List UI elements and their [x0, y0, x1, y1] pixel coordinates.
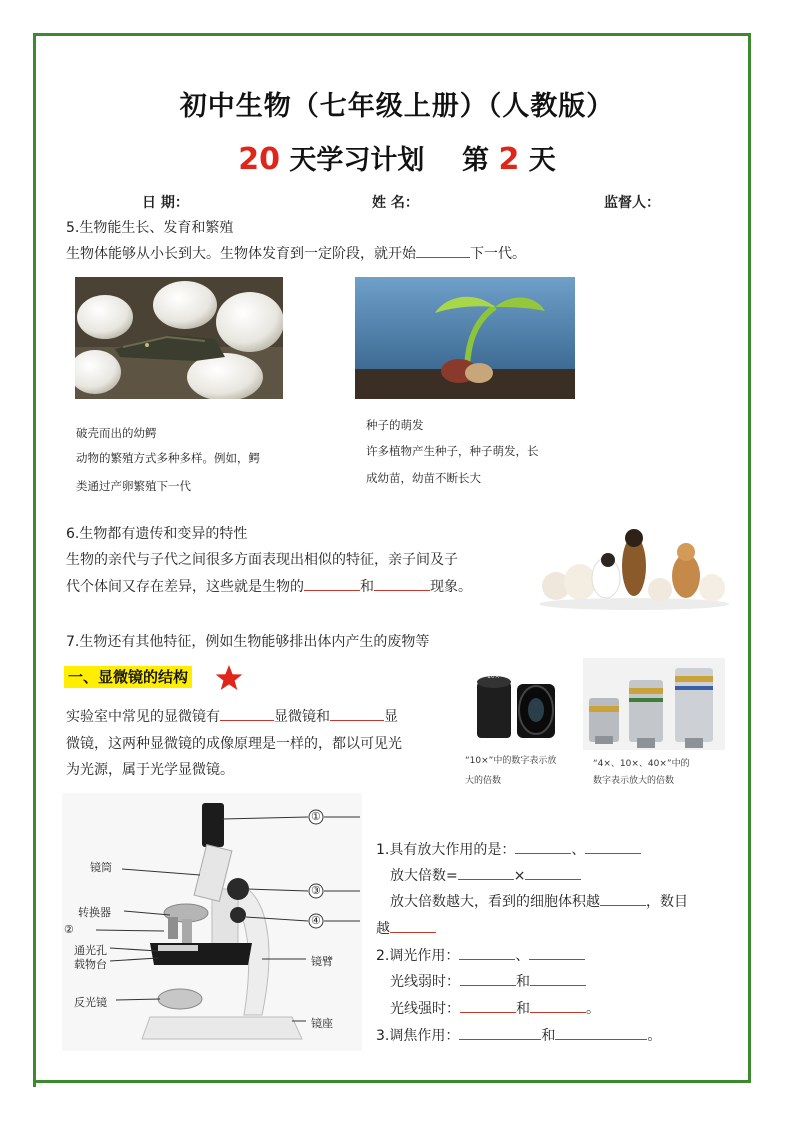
- plan-text: 天学习计划: [289, 145, 425, 176]
- frame-right: [748, 33, 751, 1083]
- blank-strong-b[interactable]: [530, 998, 586, 1013]
- blank-q2-a[interactable]: [459, 945, 515, 960]
- label-converter: 转换器: [78, 907, 111, 919]
- blank-heredity[interactable]: [304, 576, 360, 591]
- label-arm: 镜臂: [311, 956, 333, 968]
- croc-desc-2: 类通过产卵繁殖下一代: [76, 479, 191, 493]
- s6-line-1: 生物的亲代与子代之间很多方面表现出相似的特征，亲子间及子: [66, 552, 458, 568]
- q3-end: 。: [647, 1028, 662, 1044]
- q2-label: 2.调光作用：: [376, 948, 460, 964]
- blank-microscope-2[interactable]: [330, 706, 384, 721]
- blank-weak-a[interactable]: [460, 971, 516, 986]
- q2-and-1: 和: [516, 974, 530, 990]
- label-4: ④: [311, 915, 321, 927]
- objective-caption-2: 数字表示放大的倍数: [593, 776, 675, 786]
- seed-desc-2: 成幼苗，幼苗不断长大: [366, 471, 481, 485]
- page-title: 初中生物（七年级上册）（人教版）: [179, 91, 615, 122]
- part1-text-c: 显: [384, 709, 398, 725]
- q3-and: 和: [541, 1028, 556, 1044]
- eyepiece-caption-1: “10×”中的数字表示放: [465, 756, 557, 766]
- blank-mag-b[interactable]: [525, 865, 581, 880]
- dog-family-photo: [536, 516, 732, 610]
- q2-weak-line: [390, 971, 586, 993]
- s6-heading: 6.生物都有遗传和变异的特性: [66, 526, 248, 542]
- objective-caption-1: “4×、10×、40×”中的: [593, 759, 690, 769]
- part1-title: 一、显微镜的结构: [64, 666, 192, 688]
- q1-more-line-2: [376, 918, 436, 940]
- blank-microscope-1[interactable]: [220, 706, 274, 721]
- supervisor-label: 监督人：: [604, 195, 660, 211]
- blank-q3-b[interactable]: [555, 1025, 647, 1040]
- date-label: 日 期：: [142, 195, 189, 211]
- objective-lenses-photo: [583, 658, 725, 750]
- s6-line-2: [66, 576, 472, 598]
- q3-line: [376, 1025, 661, 1047]
- day-suffix: 天: [528, 145, 556, 176]
- q1-times: ×: [513, 868, 526, 884]
- q2-strong-label: 光线强时：: [390, 1001, 460, 1017]
- day-number: 2: [498, 142, 520, 177]
- day-prefix: 第: [462, 145, 490, 176]
- part1-heading: [64, 666, 192, 687]
- q1-line: [376, 839, 641, 861]
- q2-and-2: 和: [516, 1001, 530, 1017]
- s5-text-b: 下一代。: [470, 246, 526, 262]
- blank-strong-a[interactable]: [460, 998, 516, 1013]
- blank-size[interactable]: [600, 891, 646, 906]
- q2-sep: 、: [515, 948, 530, 964]
- part1-line-3: 为光源，属于光学显微镜。: [66, 762, 234, 778]
- label-mirror: 反光镜: [74, 997, 107, 1009]
- q1-sep: 、: [571, 842, 586, 858]
- blank-mag-a[interactable]: [458, 865, 514, 880]
- eyepiece-label: 10×: [487, 673, 500, 680]
- label-base: 镜座: [311, 1018, 333, 1030]
- eyepiece-caption-2: 大的倍数: [465, 776, 502, 786]
- q1-mag-line: [390, 865, 581, 887]
- eyepiece-photo: [465, 660, 567, 750]
- q2-end: 。: [586, 1001, 600, 1017]
- q1-more-b: ，数目: [646, 894, 688, 910]
- frame-left: [33, 33, 36, 1087]
- blank-q2-b[interactable]: [529, 945, 585, 960]
- blank-number[interactable]: [390, 918, 436, 933]
- s5-line: [66, 243, 526, 265]
- part1-text-b: 显微镜和: [274, 709, 330, 725]
- q1-more-a: 放大倍数越大，看到的细胞体积越: [390, 894, 600, 910]
- croc-caption: 破壳而出的幼鳄: [76, 426, 157, 440]
- part1-line-2: 微镜，这两种显微镜的成像原理是一样的，都以可见光: [66, 736, 402, 752]
- hatching-crocodile-photo: [75, 277, 283, 399]
- label-3: ③: [311, 885, 321, 897]
- s6-text-b: 和: [360, 579, 374, 595]
- s5-heading: 5.生物能生长、发育和繁殖: [66, 220, 234, 236]
- label-tube: 镜筒: [90, 862, 112, 874]
- star-icon: [215, 664, 243, 692]
- q2-line: [376, 945, 585, 967]
- q2-weak-label: 光线弱时：: [390, 974, 460, 990]
- frame-bottom: [33, 1080, 751, 1083]
- name-label: 姓 名：: [372, 195, 419, 211]
- s6-text-c: 现象。: [430, 579, 472, 595]
- croc-desc-1: 动物的繁殖方式多种多样。例如，鳄: [76, 451, 260, 465]
- label-2: ②: [64, 924, 74, 936]
- blank-q3-a[interactable]: [459, 1025, 541, 1040]
- label-1: ①: [311, 811, 321, 823]
- seed-desc-1: 许多植物产生种子，种子萌发，长: [366, 444, 539, 458]
- blank-q1-a[interactable]: [515, 839, 571, 854]
- blank-q1-b[interactable]: [585, 839, 641, 854]
- seed-caption: 种子的萌发: [366, 418, 424, 432]
- blank-variation[interactable]: [374, 576, 430, 591]
- q3-label: 3.调焦作用：: [376, 1028, 460, 1044]
- s5-text-a: 生物体能够从小长到大。生物体发育到一定阶段，就开始: [66, 246, 416, 262]
- part1-text-a: 实验室中常见的显微镜有: [66, 709, 220, 725]
- q1-mag-label: 放大倍数=: [390, 868, 458, 884]
- s7-heading: 7.生物还有其他特征，例如生物能够排出体内产生的废物等: [66, 634, 430, 650]
- frame-top: [33, 33, 751, 36]
- label-light-hole: 通光孔: [74, 945, 107, 957]
- q1-label: 1.具有放大作用的是：: [376, 842, 516, 858]
- part1-line-1: [66, 706, 398, 728]
- seed-germination-photo: [355, 277, 575, 399]
- label-stage: 载物台: [74, 959, 107, 971]
- q1-more-c: 越: [376, 921, 390, 937]
- s6-text-a: 代个体间又存在差异，这些就是生物的: [66, 579, 304, 595]
- study-plan-title: [0, 138, 794, 177]
- plan-days: 20: [238, 142, 281, 177]
- blank-reproduce[interactable]: [416, 243, 470, 258]
- blank-weak-b[interactable]: [530, 971, 586, 986]
- q2-strong-line: [390, 998, 600, 1020]
- q1-more-line: [390, 891, 688, 913]
